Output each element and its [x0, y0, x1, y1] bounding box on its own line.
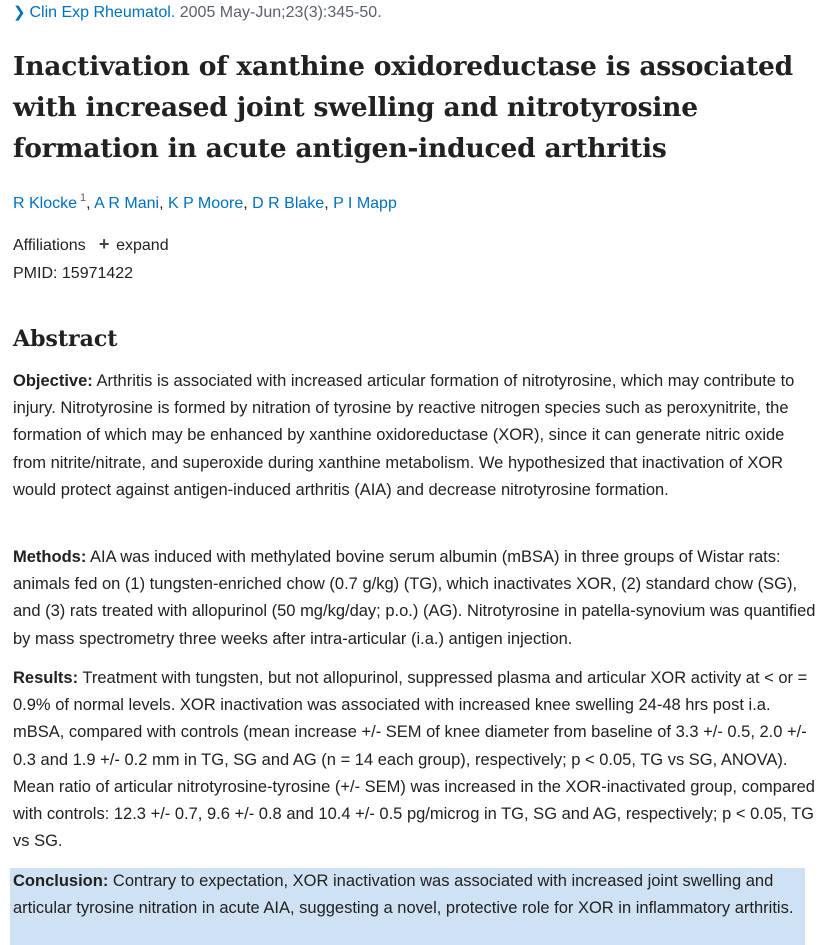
title-line: with increased joint swelling and nitrotyrosine [13, 92, 698, 123]
chevron-right-icon[interactable]: ❯ [13, 4, 26, 21]
abstract-results [13, 665, 821, 855]
title-line: Inactivation of xanthine oxidoreductase is associated [13, 51, 794, 82]
title-line: formation in acute antigen-induced arthritis [13, 133, 667, 164]
conclusion-text-wrap [13, 868, 801, 922]
section-label: Conclusion: [13, 872, 109, 890]
section-text: Contrary to expectation, XOR inactivation was associated with increased joint swelling and articular tyrosine nitration in acute AIA, suggesting a novel, protective role for XOR in inflammatory arthritis. [13, 872, 794, 918]
abstract-heading: Abstract [13, 326, 118, 352]
author-link[interactable]: K P Moore [167, 195, 244, 212]
section-label: Methods: [13, 548, 87, 566]
section-text: AIA was induced with methylated bovine serum albumin (mBSA) in three groups of Wistar rats: animals fed on (1) tungsten-enriched chow (0.7 g/kg) (TG), which inactivates XOR, (2) standard chow (SG), and (3) rats treated with allopurinol (50 mg/kg/day; p.o.) (AG). Nitrotyrosine in patella-synovium was quantified by mass spectrometry three weeks after intra-articular (i.a.) antigen injection. [13, 548, 816, 648]
author-link[interactable]: R Klocke [13, 195, 78, 212]
abstract-objective [13, 368, 821, 504]
abstract-methods [13, 544, 821, 653]
expand-button[interactable] [96, 234, 169, 254]
affiliation-marker[interactable]: 1 [80, 192, 87, 204]
affiliations-toggle [13, 232, 169, 258]
citation-details: 2005 May-Jun;23(3):345-50. [175, 4, 382, 21]
journal-link[interactable]: Clin Exp Rheumatol. [29, 4, 176, 21]
section-label: Objective: [13, 372, 93, 390]
section-text: Arthritis is associated with increased articular formation of nitrotyrosine, which may contribute to injury. Nitrotyrosine is formed by nitration of tyrosine by reactive nitrogen species such as peroxynitrite, the formation of which may be enhanced by xanthine oxidoreductase (XOR), since it can generate nitric oxide from nitrite/nitrate, and superoxide during xanthine metabolism. We hypothesized that inactivation of XOR would protect against antigen-induced arthritis (AIA) and decrease nitrotyrosine formation. [13, 372, 795, 499]
citation-line [13, 2, 382, 24]
plus-icon: + [98, 234, 110, 254]
author-link[interactable]: P I Mapp [333, 195, 397, 212]
section-label: Results: [13, 669, 79, 687]
affiliations-label: Affiliations [13, 237, 86, 254]
expand-label: expand [116, 237, 169, 254]
author-link[interactable]: D R Blake [252, 195, 325, 212]
article-title [13, 46, 819, 169]
section-text: Treatment with tungsten, but not allopurinol, suppressed plasma and articular XOR activity at < or = 0.9% of normal levels. XOR inactivation was associated with increased knee swelling 24-48 hrs post i.a. mBSA, compared with controls (mean increase +/- SEM of knee diameter from baseline of 3.3 +/- 0.5, 2.0 +/- 0.3 and 1.9 +/- 0.2 mm in TG, SG and AG (n = 14 each group), respectively; p < 0.05, TG vs SG, ANOVA). Mean ratio of articular nitrotyrosine-tyrosine (+/- SEM) was increased in the XOR-inactivated group, compared with controls: 12.3 +/- 0.7, 9.6 +/- 0.8 and 10.4 +/- 0.5 pg/microg in TG, SG and AG, respectively; p < 0.05, TG vs SG. [13, 669, 815, 851]
author-list: R Klocke $^1$, A R Mani, K P Moore, D R Blake, P I Mapp [13, 192, 397, 212]
pmid: PMID: 15971422 [13, 265, 134, 282]
abstract-conclusion [10, 868, 805, 945]
author-link[interactable]: A R Mani [94, 195, 160, 212]
